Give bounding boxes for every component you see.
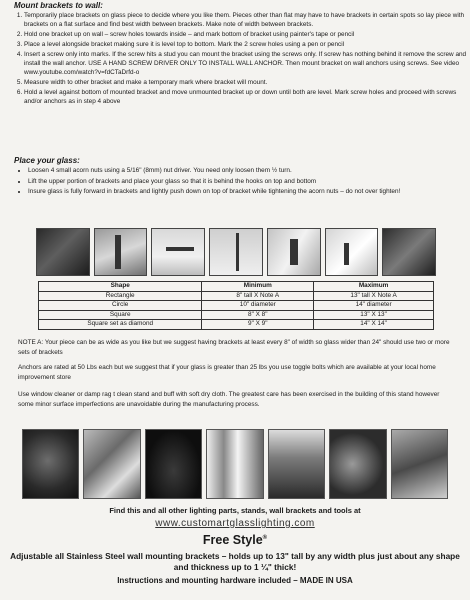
- product-photo: [329, 429, 386, 499]
- bracket-photo: [36, 228, 90, 276]
- glass-step: • Lift the upper portion of brackets and place your glass so that it is behind the hooks on top and bottom: [28, 177, 470, 187]
- column-header: Shape: [39, 282, 202, 292]
- bracket-photo: [209, 228, 263, 276]
- size-table: [38, 281, 434, 330]
- bracket-photo: [267, 228, 321, 276]
- table-cell: Square: [39, 310, 202, 320]
- brand-name: Free Style: [202, 533, 263, 547]
- table-cell: 10" diameter: [202, 301, 314, 311]
- bracket-photo: [325, 228, 379, 276]
- product-photo: [83, 429, 140, 499]
- product-photo: [22, 429, 79, 499]
- bracket-photo: [382, 228, 436, 276]
- product-photo: [268, 429, 325, 499]
- product-photo: [206, 429, 263, 499]
- table-cell: 13" X 13": [314, 310, 434, 320]
- table-cell: 8" X 8": [202, 310, 314, 320]
- product-photo-strip: [22, 429, 448, 497]
- column-header: Maximum: [314, 282, 434, 292]
- table-cell: Square set as diamond: [39, 320, 202, 330]
- mount-step: 1. Temporarily place brackets on glass piece to decide where you like them. Pieces other than flat may have to have brackets in certain spots so lay piece with brackets on a flat surface and find best width between brackets. Make note of width between brackets.: [24, 11, 470, 29]
- mount-steps-list: [8, 11, 470, 107]
- bracket-photo: [151, 228, 205, 276]
- bracket-photo-strip: [36, 228, 436, 274]
- bracket-photo: [94, 228, 148, 276]
- website-link[interactable]: www.customartglasslighting.com: [155, 518, 315, 529]
- find-text: Find this and all other lighting parts, stands, wall brackets and tools at: [109, 506, 361, 515]
- size-table-header: [39, 282, 434, 292]
- table-row: [39, 310, 434, 320]
- column-header: Minimum: [202, 282, 314, 292]
- note-a: NOTE A: Your piece can be as wide as you like but we suggest having brackets at least every 8" of width so glass wider than 24" should use two or more sets of brackets: [18, 339, 450, 356]
- table-row: [39, 320, 434, 330]
- table-cell: 8" tall X Note A: [202, 291, 314, 301]
- table-cell: 14" X 14": [314, 320, 434, 330]
- tagline: Adjustable all Stainless Steel wall mounting brackets – holds up to 13" tall by any width plus just about any shape and thickness up to 1 ¼" thick!: [10, 551, 460, 572]
- table-row: [39, 291, 434, 301]
- table-cell: 13" tall X Note A: [314, 291, 434, 301]
- mount-step: 6. Hold a level against bottom of mounted bracket and move unmounted bracket up or down until both are level. Mark screw holes and proceed with screws and/or anchors as in step 4 above: [24, 88, 470, 106]
- trademark-mark: ®: [262, 534, 268, 541]
- table-cell: 14" diameter: [314, 301, 434, 311]
- mount-step: 5. Measure width to other bracket and make a temporary mark where bracket will mount.: [24, 78, 470, 87]
- included-note: Instructions and mounting hardware included – MADE IN USA: [117, 576, 353, 585]
- glass-step: • Loosen 4 small acorn nuts using a 5/16" (8mm) nut driver. You need only loosen them ½ turn.: [28, 166, 470, 176]
- brand-title: [10, 533, 460, 547]
- table-cell: Circle: [39, 301, 202, 311]
- table-row: [39, 301, 434, 311]
- mount-step: 2. Hold one bracket up on wall – screw holes towards inside – and mark bottom of bracket using painter's tape or pencil: [24, 30, 470, 39]
- table-cell: 9" X 9": [202, 320, 314, 330]
- glass-step: • Insure glass is fully forward in brackets and lightly push down on top of bracket while tightening the acorn nuts – do not over tighten!: [28, 187, 470, 197]
- product-photo: [391, 429, 448, 499]
- glass-steps-list: [14, 166, 470, 198]
- mount-step: 4. Insert a screw only into marks. If the screw hits a stud you can mount the bracket using the screws only. If screw has nothing behind it remove the screw and install the wall anchor. USE A HAND SCREW DRIVER ONLY TO INSTALL WALL ANCHOR. Then mount bracket on wall anchors using screws. See video www.youtube.com/watch?v=fdCTaDrfd-o: [24, 50, 470, 77]
- care-note: Use window cleaner or damp rag t clean stand and buff with soft dry cloth. The greatest care has been exercised in the building of this stand however some minor surface imperfections are unavoidable during the manufacturing process.: [18, 391, 440, 408]
- product-photo: [145, 429, 202, 499]
- glass-heading: Place your glass:: [14, 156, 80, 165]
- mount-heading: Mount brackets to wall:: [14, 1, 103, 10]
- anchors-note: Anchors are rated at 50 Lbs each but we suggest that if your glass is greater than 25 lbs you use toggle bolts which are available at your local home improvement store: [18, 364, 436, 381]
- table-cell: Rectangle: [39, 291, 202, 301]
- mount-step: 3. Place a level alongside bracket making sure it is level top to bottom. Mark the 2 screw holes using a pen or pencil: [24, 40, 470, 49]
